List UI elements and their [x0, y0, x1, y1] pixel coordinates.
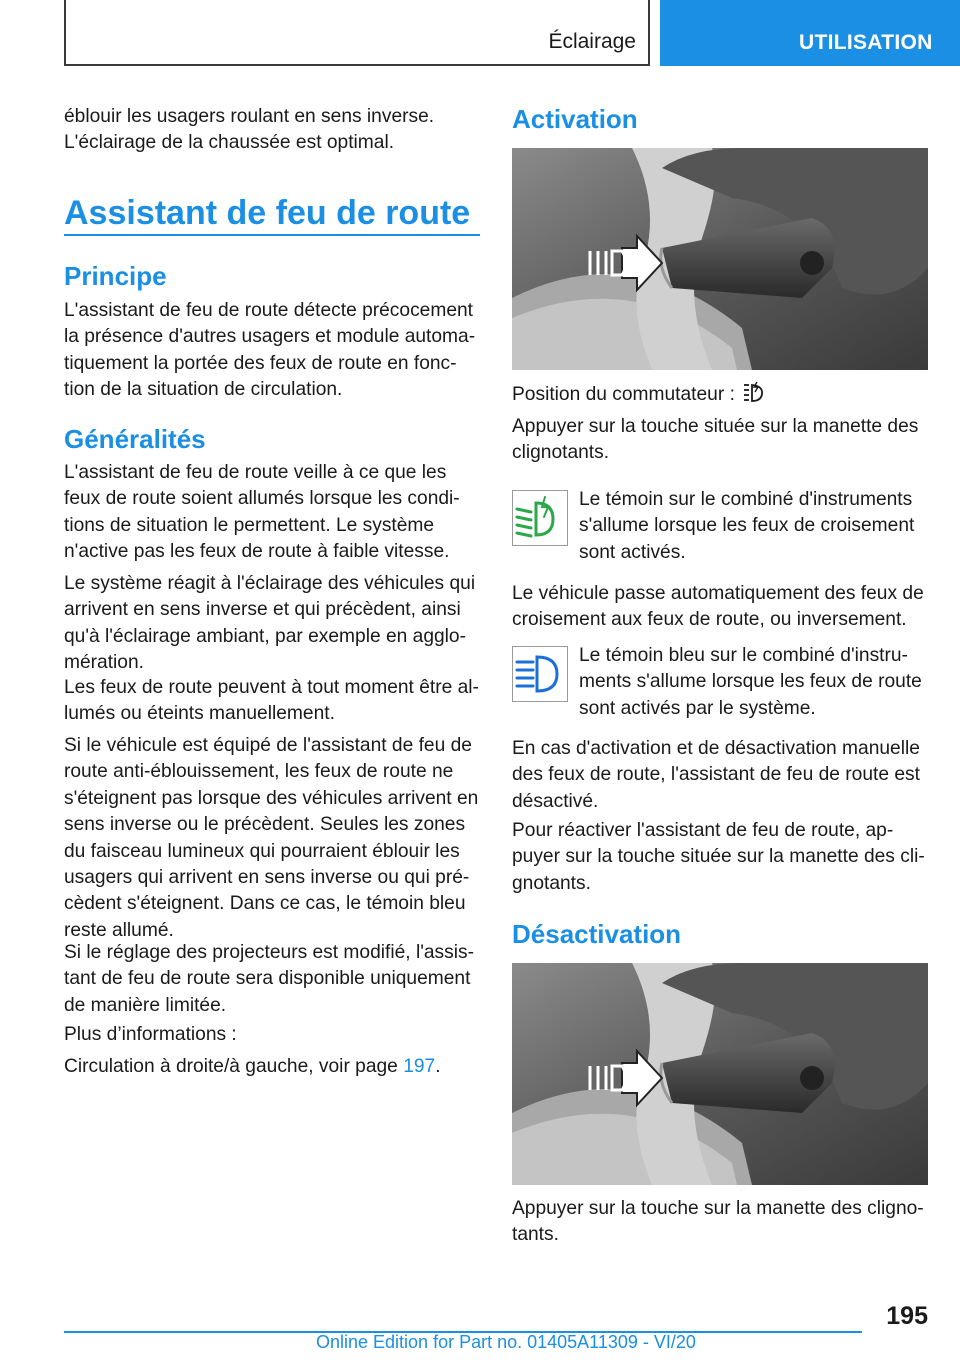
- heading-desactivation: Désactivation: [512, 919, 682, 949]
- page-footer: [0, 1290, 960, 1362]
- page-link-197[interactable]: 197: [403, 1056, 436, 1077]
- turn-signal-stalk-photo-activation: [512, 148, 928, 370]
- activation-paragraph-3: En cas d'activation et de désactivation manuelle des feux de route, l'assistant de feu de route est désactivé.: [512, 738, 920, 812]
- heading-principe: Principe: [64, 261, 167, 291]
- cross-reference-text: Circulation à droite/à gauche, voir page: [64, 1056, 404, 1077]
- indicator-green-text: Le témoin sur le combiné d'instruments s'allume lorsque les feux de croisement sont activés.: [579, 489, 915, 563]
- heading-generalites: Généralités: [64, 424, 206, 454]
- page-title: Assistant de feu de route: [64, 194, 471, 232]
- turn-signal-stalk-photo-deactivation: [512, 963, 928, 1185]
- more-info-label: Plus d’informations :: [64, 1024, 237, 1045]
- cross-reference: [64, 1054, 441, 1080]
- generalites-paragraph-2: Le système réagit à l'éclairage des véhicules qui arrivent en sens inverse et qui précèdent, ainsi qu'à l'éclairage ambiant, par exemple en agglo- mération.: [64, 573, 476, 674]
- activation-paragraph-1: Appuyer sur la touche située sur la manette des clignotants.: [512, 416, 919, 464]
- principe-text: L'assistant de feu de route détecte précocement la présence d'autres usagers et module automa- tiquement la portée des feux de route en fonc- tion de la situation de circulation.: [64, 300, 476, 401]
- indicator-blue-text: Le témoin bleu sur le combiné d'instru- ments s'allume lorsque les feux de route sont activés par le système.: [579, 645, 922, 719]
- high-beam-assistant-icon: [741, 381, 767, 405]
- heading-activation: Activation: [512, 104, 638, 134]
- low-beam-indicator-icon: [512, 490, 568, 546]
- activation-paragraph-2: Le véhicule passe automatiquement des feux de croisement aux feux de route, ou inversement.: [512, 583, 924, 631]
- intro-text: éblouir les usagers roulant en sens inverse. L'éclairage de la chaussée est optimal.: [64, 106, 435, 154]
- header-chapter-tab: [660, 0, 960, 66]
- switch-position-line: [512, 381, 767, 408]
- page-number: 195: [886, 1302, 928, 1330]
- title-underline: [64, 234, 480, 236]
- generalites-paragraph-4: Si le véhicule est équipé de l'assistant de feu de route anti-éblouissement, les feux de route ne s'éteignent pas lorsque des véhicules arrivent en sens inverse ou le précèdent. Seules les zones du faisceau lumineux qui pourraient éblouir les usagers qui arrivent en sens inverse ou qui pré- cèdent s'éteignent. Dans ce cas, le témoin bleu reste allumé.: [64, 735, 479, 941]
- header-section-title: Éclairage: [548, 30, 636, 53]
- switch-position-label: Position du commutateur :: [512, 384, 735, 405]
- desactivation-paragraph-1: Appuyer sur la touche sur la manette des cligno- tants.: [512, 1198, 924, 1246]
- header-section-box: [64, 0, 650, 66]
- generalites-paragraph-1: L'assistant de feu de route veille à ce que les feux de route soient allumés lorsque les condi- tions de situation le permettent. Le système n'active pas les feux de route à faible vitesse.: [64, 462, 460, 563]
- header-chapter-title: UTILISATION: [799, 31, 933, 54]
- footer-edition: Online Edition for Part no. 01405A11309 - VI/20: [316, 1332, 696, 1352]
- cross-reference-suffix: .: [435, 1056, 441, 1077]
- generalites-paragraph-3: Les feux de route peuvent à tout moment être al- lumés ou éteints manuellement.: [64, 677, 479, 725]
- generalites-paragraph-5: Si le réglage des projecteurs est modifié, l'assis- tant de feu de route sera disponible uniquement de manière limitée.: [64, 942, 474, 1016]
- page-header: [0, 0, 960, 66]
- high-beam-indicator-icon: [512, 646, 568, 702]
- activation-paragraph-4: Pour réactiver l'assistant de feu de route, ap- puyer sur la touche située sur la manette des cli- gnotants.: [512, 820, 925, 894]
